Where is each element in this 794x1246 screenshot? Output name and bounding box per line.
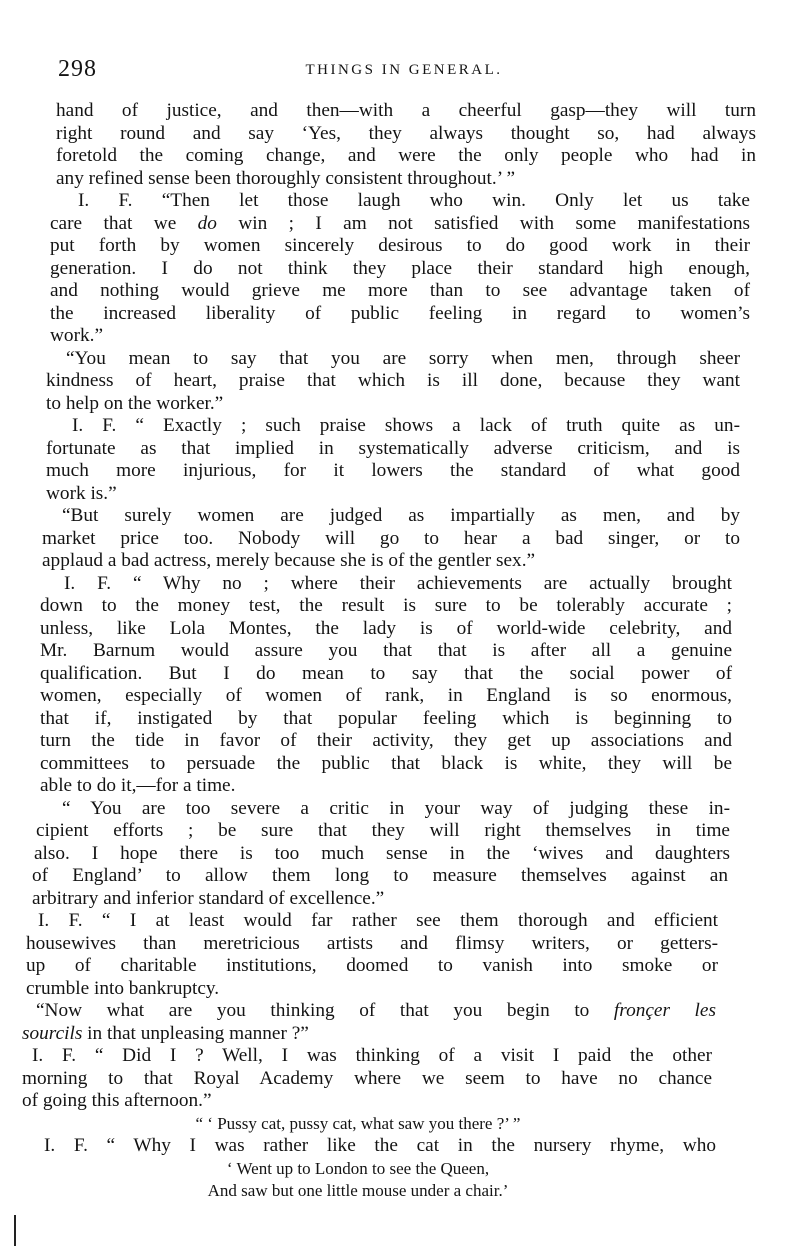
- emphasis-text: do: [197, 212, 217, 234]
- page-header: [58, 56, 750, 86]
- emphasis-text: sourcils: [22, 1022, 83, 1044]
- text-line: generation. I do not think they place their standard high enough,: [50, 257, 750, 279]
- text-line: turn the tide in favor of their activity, they get up associations and: [40, 730, 732, 751]
- text-line: and nothing would grieve me more than to see advantage taken of: [50, 280, 750, 301]
- text-run: in that unpleasing manner ?”: [82, 1022, 309, 1044]
- text-line: up of charitable institutions, doomed to vanish into smoke or: [26, 955, 718, 976]
- text-line: any refined sense been thoroughly consistent throughout.’ ”: [56, 167, 516, 189]
- text-line: the increased liberality of public feeling in regard to women’s: [50, 302, 750, 324]
- page-number: 298: [58, 56, 97, 82]
- text-line: to help on the worker.”: [46, 392, 224, 414]
- text-line: of England’ to allow them long to measure themselves against an: [32, 865, 728, 886]
- text-line: [36, 1000, 716, 1023]
- text-line: put forth by women sincerely desirous to do good work in their: [50, 235, 750, 256]
- verse-line: “ ‘ Pussy cat, pussy cat, what saw you there ?’ ”: [195, 1113, 521, 1133]
- text-line: “You mean to say that you are sorry when men, through sheer: [66, 347, 740, 369]
- text-run: win ; I am not satisfied with some manifestations: [216, 212, 750, 234]
- text-line: crumble into bankruptcy.: [26, 977, 220, 999]
- text-line: morning to that Royal Academy where we seem to have no chance: [22, 1067, 712, 1089]
- text-line: I. F. “Then let those laugh who win. Only let us take: [78, 190, 750, 211]
- text-line: applaud a bad actress, merely because she is of the gentler sex.”: [42, 550, 536, 571]
- text-line: fortunate as that implied in systematically adverse criticism, and is: [46, 437, 740, 459]
- verse-line: ‘ Went up to London to see the Queen,: [226, 1158, 490, 1178]
- text-line: committees to persuade the public that black is white, they will be: [40, 752, 732, 774]
- text-line: much more injurious, for it lowers the standard of what good: [46, 460, 740, 481]
- text-line: [50, 213, 750, 236]
- running-head: THINGS IN GENERAL.: [305, 62, 503, 78]
- text-line: “But surely women are judged as impartially as men, and by: [62, 505, 740, 526]
- text-line: I. F. “ Did I ? Well, I was thinking of a visit I paid the other: [32, 1045, 712, 1066]
- text-line: also. I hope there is too much sense in the ‘wives and daughters: [34, 842, 730, 864]
- text-line: foretold the coming change, and were the only people who had in: [56, 145, 756, 166]
- text-line: work is.”: [46, 482, 117, 504]
- text-line: able to do it,—for a time.: [40, 775, 236, 796]
- text-line: qualification. But I do mean to say that the social power of: [40, 662, 732, 684]
- text-line: [22, 1023, 712, 1046]
- text-line: arbitrary and inferior standard of excellence.”: [32, 887, 385, 909]
- text-run: “Now what are you thinking of that you begin to: [36, 1000, 614, 1021]
- page-edge-mark: [14, 1215, 16, 1246]
- text-line: housewives than meretricious artists and flimsy writers, or getters-: [26, 932, 718, 954]
- text-line: women, especially of women of rank, in England is so enormous,: [40, 685, 732, 706]
- text-line: down to the money test, the result is sure to be tolerably accurate ;: [40, 595, 732, 616]
- text-line: I. F. “ Exactly ; such praise shows a lack of truth quite as un-: [72, 415, 740, 436]
- text-line: kindness of heart, praise that which is ill done, because they want: [46, 370, 740, 391]
- text-line: market price too. Nobody will go to hear a bad singer, or to: [42, 527, 740, 549]
- text-run: care that we: [50, 212, 198, 234]
- text-line: “ You are too severe a critic in your way of judging these in-: [62, 797, 730, 819]
- text-line: work.”: [50, 325, 104, 346]
- body-text: [22, 100, 756, 1203]
- text-line: hand of justice, and then—with a cheerful gasp—they will turn: [56, 100, 756, 121]
- text-line: I. F. “ Why no ; where their achievements are actually brought: [64, 572, 732, 594]
- text-line: right round and say ‘Yes, they always thought so, had always: [56, 122, 756, 144]
- text-line: that if, instigated by that popular feeling which is beginning to: [40, 707, 732, 729]
- text-line: unless, like Lola Montes, the lady is of world-wide celebrity, and: [40, 617, 732, 639]
- verse-line: And saw but one little mouse under a chair.’: [207, 1181, 509, 1200]
- emphasis-text: fronçer les: [613, 1000, 716, 1021]
- text-line: cipient efforts ; be sure that they will right themselves in time: [36, 820, 730, 841]
- text-line: Mr. Barnum would assure you that that is after all a genuine: [40, 640, 732, 661]
- text-line: of going this afternoon.”: [22, 1090, 212, 1111]
- text-line: I. F. “ Why I was rather like the cat in the nursery rhyme, who: [44, 1135, 716, 1156]
- text-line: I. F. “ I at least would far rather see them thorough and efficient: [38, 910, 718, 931]
